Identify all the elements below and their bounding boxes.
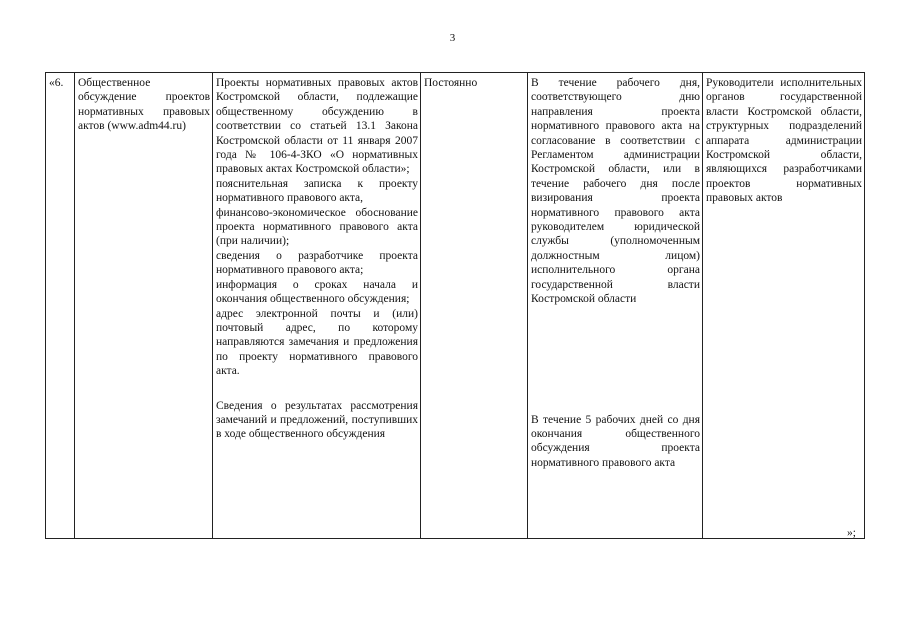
document-item: финансово-экономическое обоснование проекта нормативного правового акта (при наличии); [216,206,418,248]
period-cell [421,73,528,539]
row-number-cell [46,73,75,539]
document-item: Проекты нормативных правовых актов Костромской области, подлежащие общественному обсуждению в соответствии со статьей 13.1 Закона Костромской области от 11 января 2007 года № 106-4-ЗКО «О нормативных правовых актах Костромской области»; [216,77,418,176]
term-primary: В течение рабочего дня, соответствующего дню направления проекта нормативного правового акта на согласование в соответствии с Регламентом администрации Костромской области, или в течение рабочего дня после визирования проекта нормативного правового акта руководителем юридической службы (уполномоченным должностным лицом) исполнительного органа государственной власти Костромской области [531,77,700,306]
row-number: «6. [49,77,64,89]
period: Постоянно [424,77,478,89]
closing-quote: »; [847,527,856,539]
results-info: Сведения о результатах рассмотрения замечаний и предложений, поступивших в ходе общественного обсуждения [216,399,418,441]
responsible: Руководители исполнительных органов государственной власти Костромской области, структурных подразделений аппарата администрации Костромской области, являющихся разработчиками проектов нормативных правовых актов [706,77,862,205]
document-item: информация о сроках начала и окончания общественного обсуждения; [216,278,418,306]
measure-name: Общественное обсуждение проектов нормативных правовых актов (www.adm44.ru) [78,77,210,133]
measure-name-cell [75,73,213,539]
responsible-cell [703,73,865,539]
page-number: 3 [449,32,456,44]
document-item: адрес электронной почты и (или) почтовый адрес, по которому направляются замечания и предложения по проекту нормативного правового акта. [216,307,418,378]
table-row [46,73,865,539]
document-item: пояснительная записка к проекту нормативного правового акта, [216,177,418,205]
term-results: В течение 5 рабочих дней со дня окончания общественного обсуждения проекта нормативного правового акта [531,413,700,469]
term-cell [528,73,703,539]
document-item: сведения о разработчике проекта нормативного правового акта; [216,249,418,277]
documents-cell [213,73,421,539]
measures-table [45,72,865,539]
